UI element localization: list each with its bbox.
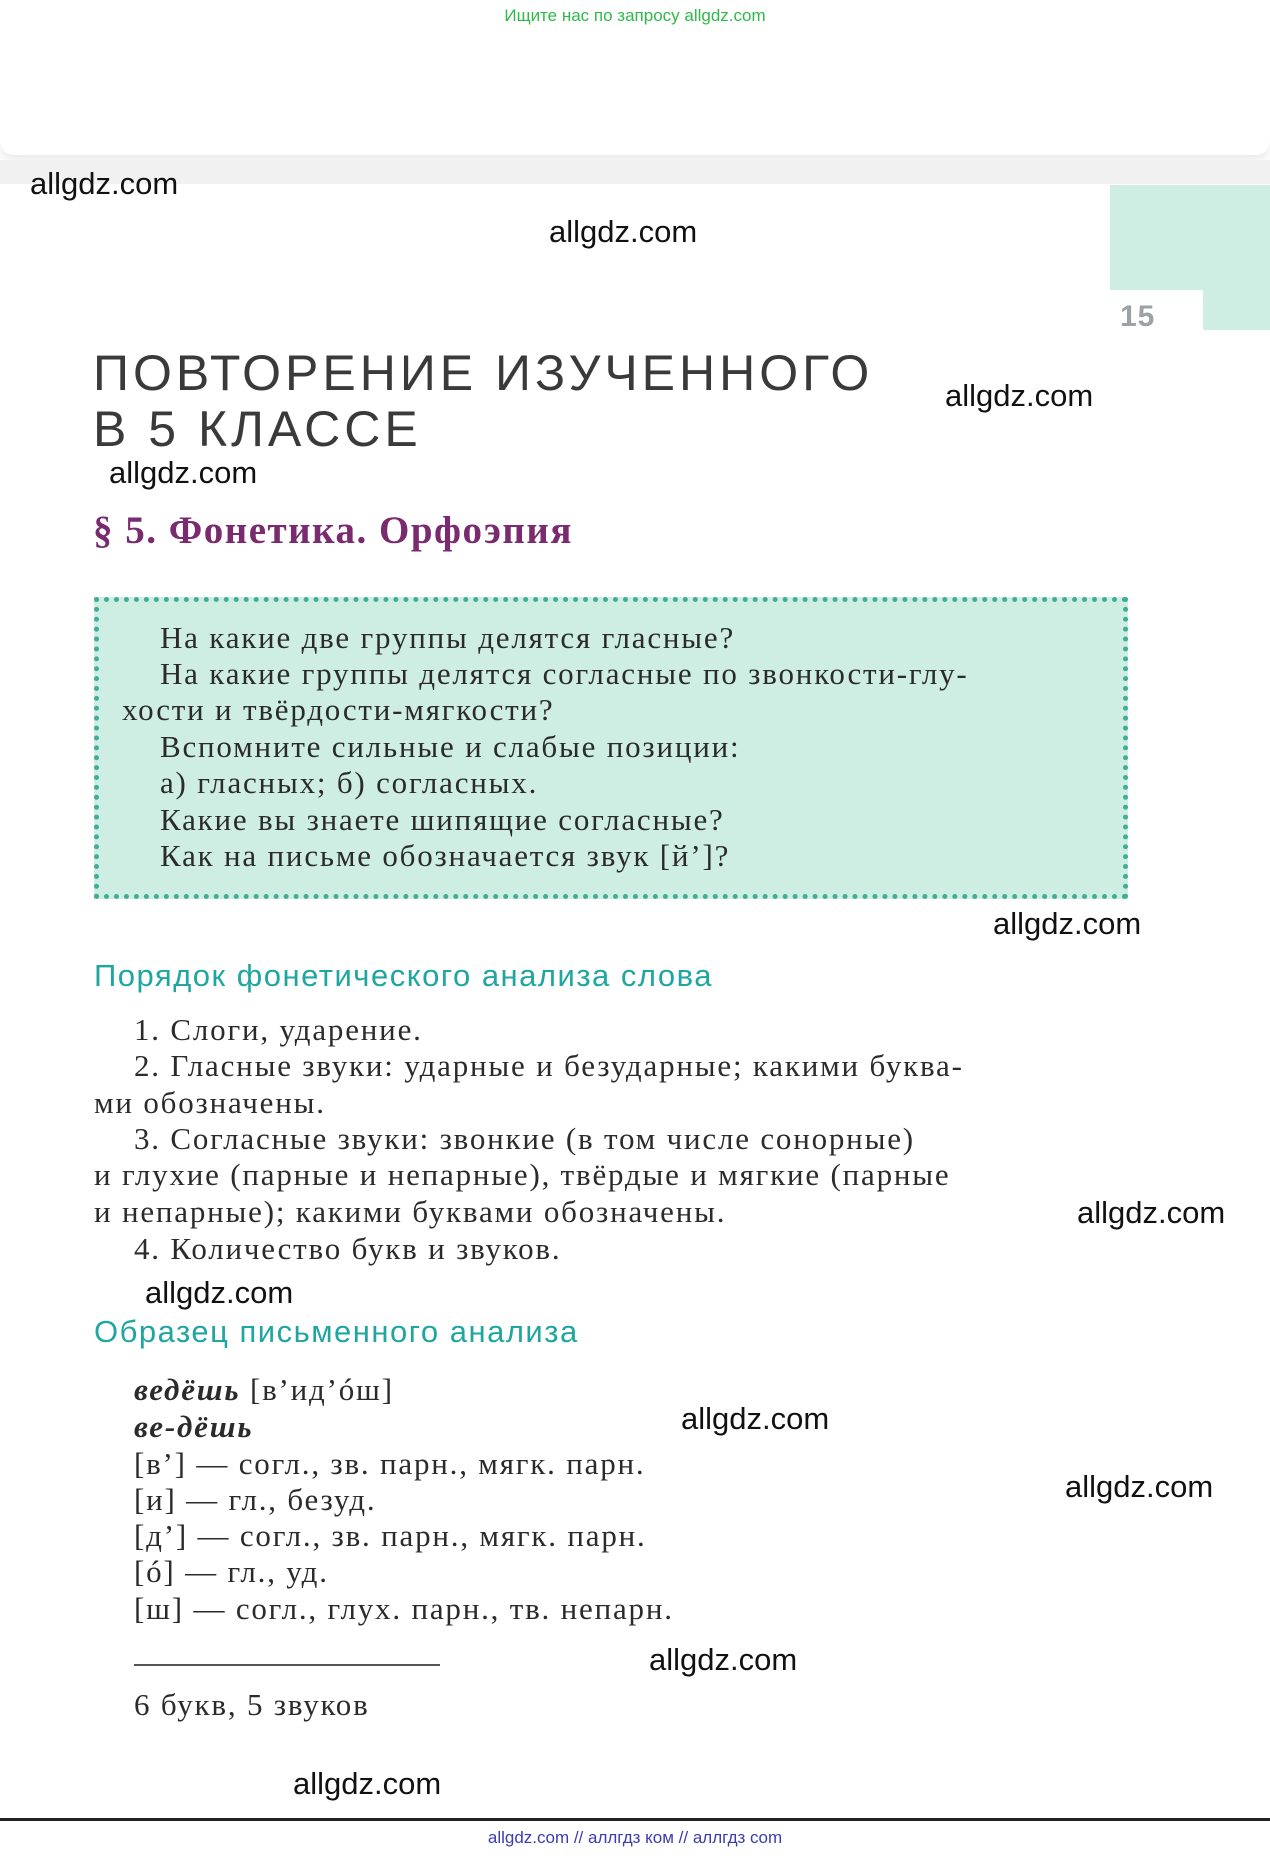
watermark: allgdz.com [681,1401,830,1436]
watermark: allgdz.com [30,166,179,201]
watermark: allgdz.com [945,378,1094,413]
analysis-step: 4. Количество букв и звуков. [134,1231,562,1266]
section-title: § 5. Фонетика. Орфоэпия [93,509,573,552]
question-line: Какие вы знаете шипящие согласные? [160,802,725,837]
analysis-step: и глухие (парные и непарные), твёрдые и мягкие (парные [94,1157,951,1192]
top-banner [0,0,1270,155]
sample-sound: [ó] — гл., уд. [134,1554,329,1589]
question-line: хости и твёрдости-мягкости? [122,692,555,727]
search-hint[interactable]: Ищите нас по запросу allgdz.com [504,6,766,25]
sample-heading: Образец письменного анализа [94,1314,579,1349]
watermark: allgdz.com [549,214,698,249]
chapter-title-line1: ПОВТОРЕНИЕ ИЗУЧЕННОГО [93,345,874,401]
sample-sound: [д’] — согл., зв. парн., мягк. парн. [134,1518,647,1553]
analysis-step: 2. Гласные звуки: ударные и безударные; какими буква- [134,1048,964,1083]
chapter-title [93,345,873,457]
footer-divider [0,1818,1270,1821]
page-corner-tab-lower [1203,290,1270,330]
page-number: 15 [1120,300,1156,333]
footer-links[interactable]: allgdz.com // аллгдз ком // аллгдз com [487,1828,783,1847]
sample-word: ведёшь [134,1372,241,1407]
watermark: allgdz.com [145,1275,294,1310]
analysis-step: ми обозначены. [94,1085,326,1120]
page-gap [0,160,1270,184]
question-line: Как на письме обозначается звук [й’]? [160,838,731,873]
analysis-step: и непарные); какими буквами обозначены. [94,1194,727,1229]
question-line: На какие две группы делятся гласные? [160,620,736,655]
sample-sound: [в’] — согл., зв. парн., мягк. парн. [134,1446,646,1481]
chapter-title-line2: В 5 КЛАССЕ [93,401,422,457]
watermark: allgdz.com [993,906,1142,941]
sum-rule [134,1664,440,1666]
sample-transcription: [в’ид’óш] [249,1372,394,1407]
sample-sound: [ш] — согл., глух. парн., тв. непарн. [134,1591,674,1626]
watermark: allgdz.com [293,1766,442,1801]
watermark: allgdz.com [649,1642,798,1677]
question-line: Вспомните сильные и слабые позиции: [160,729,741,764]
analysis-step: 3. Согласные звуки: звонкие (в том числе сонорные) [134,1121,915,1156]
sample-word-line [134,1372,394,1408]
question-line: а) гласных; б) согласных. [160,765,539,800]
sample-sound: [и] — гл., безуд. [134,1482,377,1517]
watermark: allgdz.com [1065,1469,1214,1504]
watermark: allgdz.com [109,455,258,490]
analysis-step: 1. Слоги, ударение. [134,1012,423,1047]
question-line: На какие группы делятся согласные по звонкости-глу- [160,656,969,691]
page-corner-tab [1110,185,1270,290]
watermark: allgdz.com [1077,1195,1226,1230]
sample-syllables: ве-дёшь [134,1409,254,1444]
analysis-order-heading: Порядок фонетического анализа слова [94,958,713,993]
sample-total: 6 букв, 5 звуков [134,1687,370,1722]
